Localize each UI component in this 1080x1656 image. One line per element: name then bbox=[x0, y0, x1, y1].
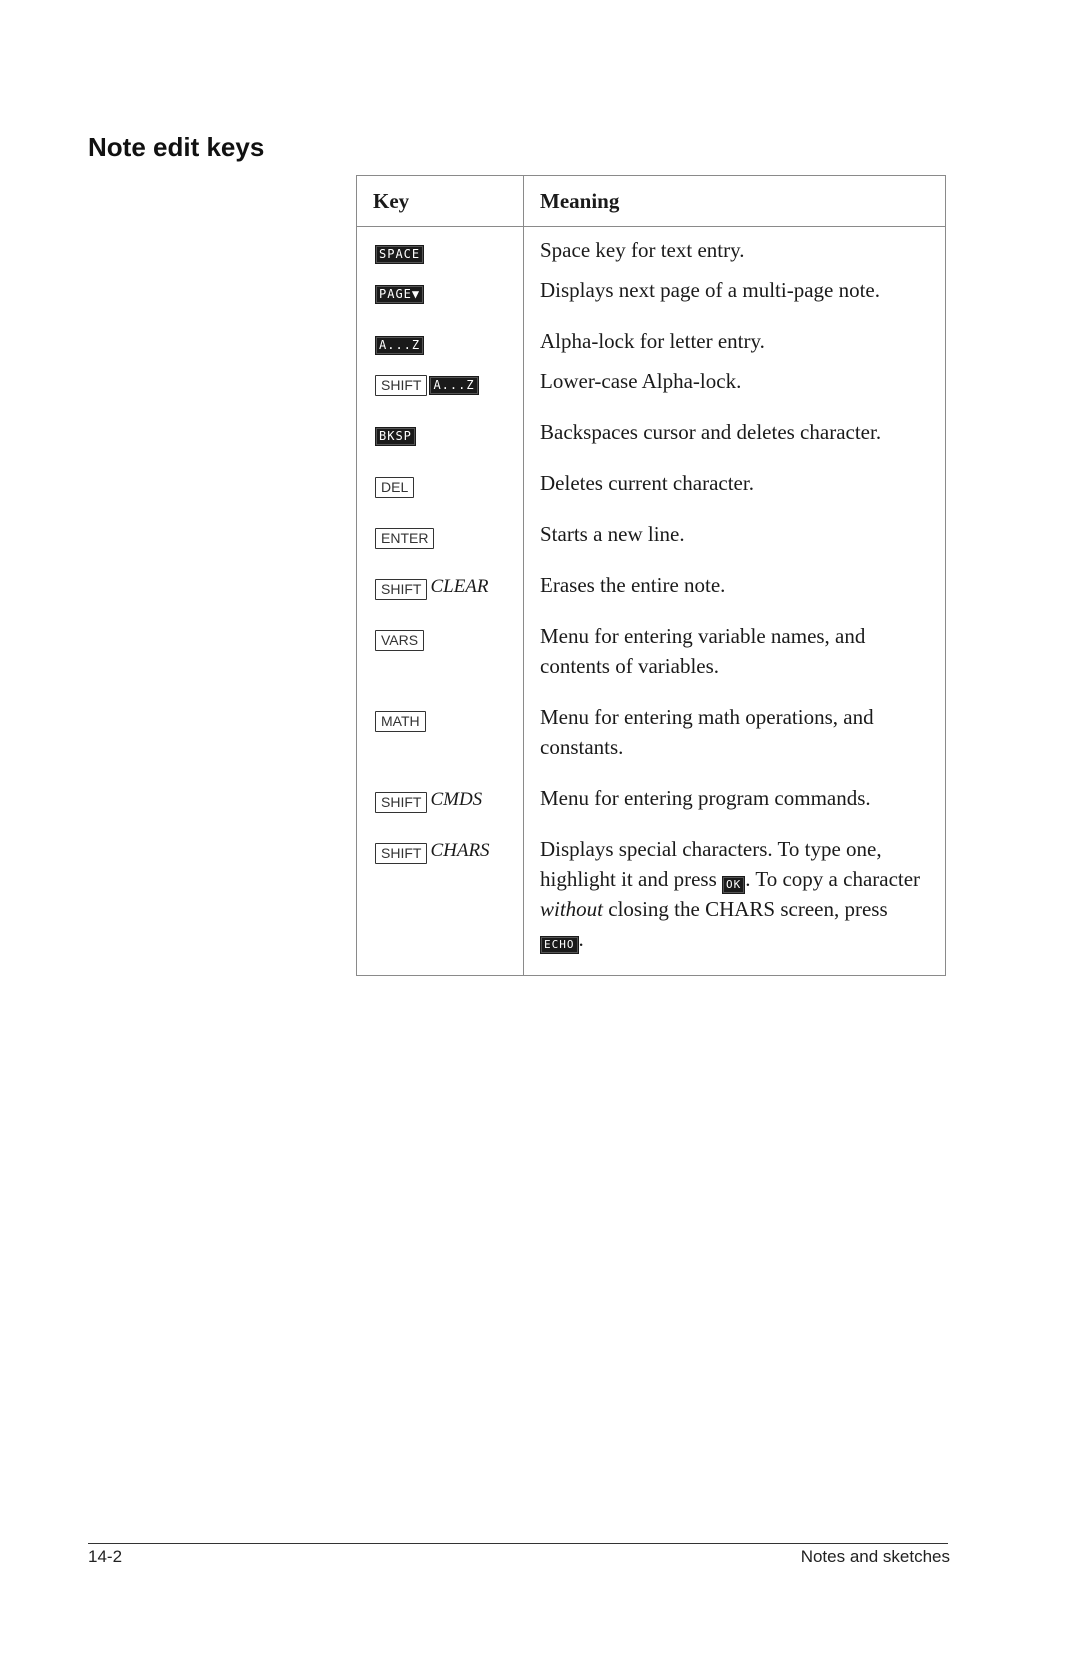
chapter-title: Notes and sketches bbox=[800, 1547, 950, 1566]
table-row bbox=[357, 519, 946, 570]
footer-divider bbox=[88, 1543, 948, 1544]
vars-key: VARS bbox=[375, 630, 424, 651]
shift-key: SHIFT bbox=[375, 579, 427, 600]
meaning-text: Alpha-lock for letter entry. bbox=[524, 326, 946, 366]
clear-label: CLEAR bbox=[430, 576, 489, 598]
page-down-softkey: PAGE▼ bbox=[375, 285, 424, 304]
meaning-text: Menu for entering program commands. bbox=[524, 783, 946, 834]
alpha-lock-softkey: A...Z bbox=[429, 376, 478, 395]
table-row bbox=[357, 783, 946, 834]
table-row bbox=[357, 227, 946, 276]
math-key: MATH bbox=[375, 711, 426, 732]
table-row bbox=[357, 417, 946, 468]
meaning-text: Erases the entire note. bbox=[524, 570, 946, 621]
table-row bbox=[357, 834, 946, 976]
note-edit-keys-table bbox=[356, 175, 946, 976]
enter-key: ENTER bbox=[375, 528, 434, 549]
shift-key: SHIFT bbox=[375, 843, 427, 864]
meaning-text: Lower-case Alpha-lock. bbox=[524, 366, 946, 417]
space-softkey: SPACE bbox=[375, 245, 424, 264]
backspace-softkey: BKSP bbox=[375, 427, 416, 446]
table-row bbox=[357, 275, 946, 326]
alpha-lock-softkey: A...Z bbox=[375, 336, 424, 355]
meaning-text: Displays next page of a multi-page note. bbox=[524, 275, 946, 326]
table-header-row bbox=[357, 176, 946, 227]
table-row bbox=[357, 326, 946, 366]
meaning-text: Space key for text entry. bbox=[524, 227, 946, 276]
emphasis-without: without bbox=[540, 897, 604, 921]
table-row bbox=[357, 366, 946, 417]
page-number: 14-2 bbox=[88, 1547, 123, 1566]
del-key: DEL bbox=[375, 477, 414, 498]
meaning-text: Backspaces cursor and deletes character. bbox=[524, 417, 946, 468]
meaning-text: Starts a new line. bbox=[524, 519, 946, 570]
section-title: Note edit keys bbox=[88, 132, 265, 162]
cmds-label: CMDS bbox=[430, 789, 483, 811]
table-row bbox=[357, 702, 946, 783]
key-column-header: Key bbox=[357, 176, 524, 227]
ok-softkey: OK bbox=[722, 876, 745, 894]
meaning-text: Menu for entering variable names, and contents of variables. bbox=[524, 621, 946, 702]
table-row bbox=[357, 621, 946, 702]
shift-key: SHIFT bbox=[375, 375, 427, 396]
table-row bbox=[357, 570, 946, 621]
chars-label: CHARS bbox=[430, 840, 490, 862]
meaning-text: Menu for entering math operations, and constants. bbox=[524, 702, 946, 783]
echo-softkey: ECHO bbox=[540, 936, 579, 954]
table-row bbox=[357, 468, 946, 519]
meaning-text: Deletes current character. bbox=[524, 468, 946, 519]
meaning-column-header: Meaning bbox=[524, 176, 946, 227]
shift-key: SHIFT bbox=[375, 792, 427, 813]
meaning-text: Displays special characters. To type one, highlight it and press OK . To copy a character without closing the CHARS screen, press ECHO . bbox=[524, 834, 946, 976]
